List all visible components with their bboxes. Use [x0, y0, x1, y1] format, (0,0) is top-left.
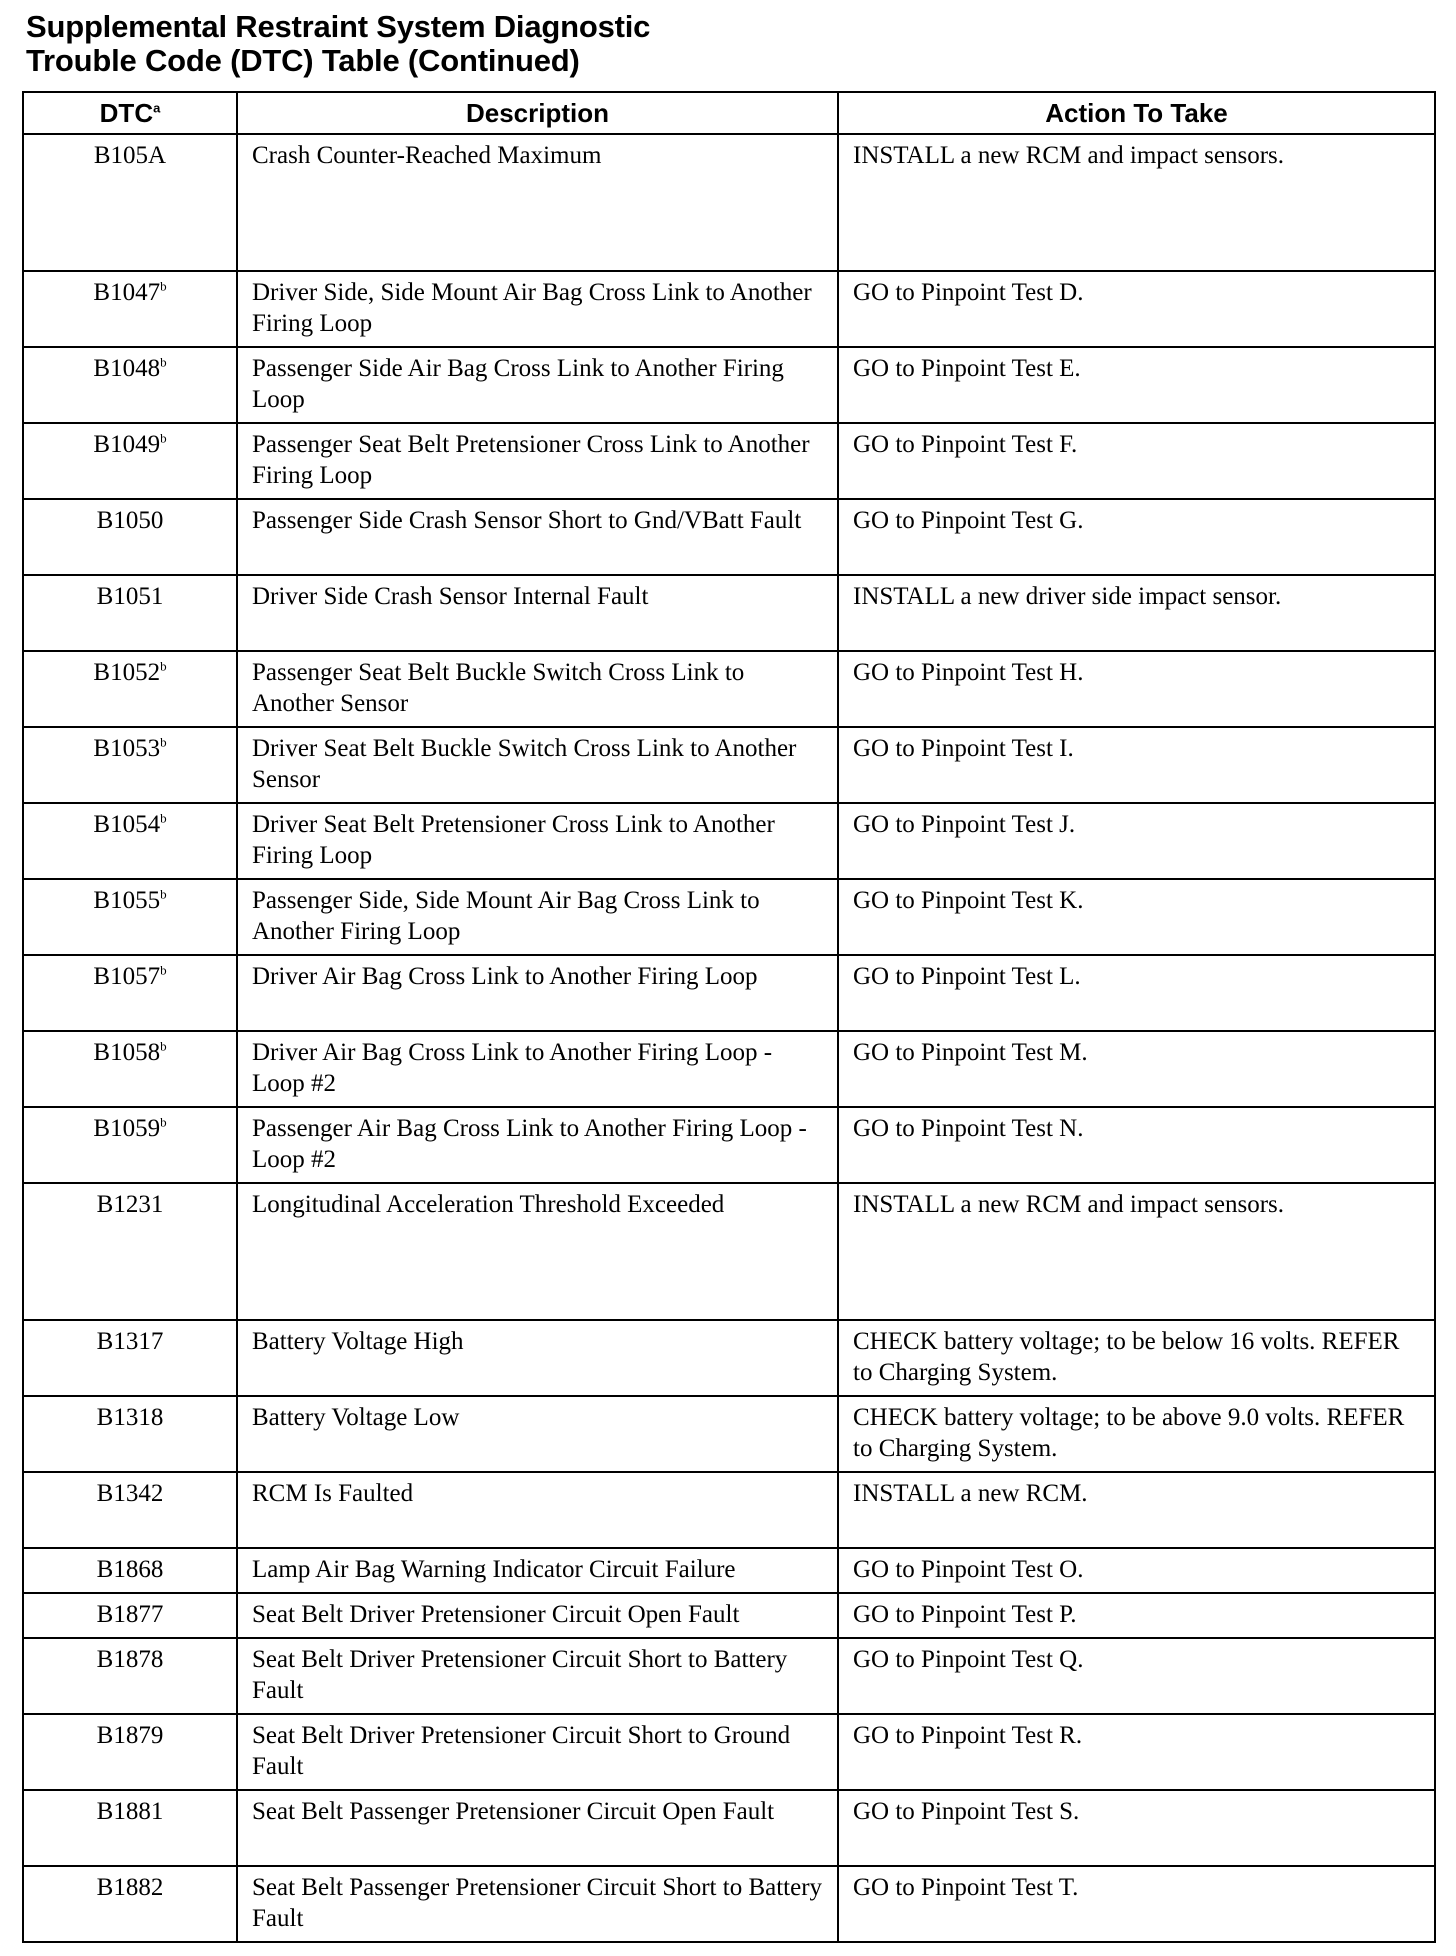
table-row — [23, 134, 1435, 271]
dtc-action: GO to Pinpoint Test T. — [838, 1866, 1435, 1942]
dtc-action: GO to Pinpoint Test H. — [838, 651, 1435, 727]
table-row — [23, 1548, 1435, 1593]
page-title-line-1: Supplemental Restraint System Diagnostic — [26, 9, 651, 44]
dtc-code-cell — [23, 423, 237, 499]
dtc-code: B105A — [93, 142, 167, 169]
dtc-code: B1054 — [93, 811, 161, 838]
dtc-description: RCM Is Faulted — [237, 1472, 838, 1548]
page-title-line-2: Trouble Code (DTC) Table (Continued) — [26, 43, 580, 78]
dtc-action: GO to Pinpoint Test L. — [838, 955, 1435, 1031]
dtc-code-cell — [23, 1714, 237, 1790]
dtc-code: B1049 — [93, 431, 161, 458]
dtc-code-cell — [23, 1790, 237, 1866]
dtc-description: Longitudinal Acceleration Threshold Exceeded — [237, 1183, 838, 1320]
dtc-code-cell — [23, 1396, 237, 1472]
dtc-code-cell — [23, 1638, 237, 1714]
dtc-action: GO to Pinpoint Test F. — [838, 423, 1435, 499]
dtc-action: GO to Pinpoint Test S. — [838, 1790, 1435, 1866]
dtc-table-header — [23, 92, 1435, 134]
dtc-code: B1318 — [96, 1404, 164, 1431]
dtc-description: Driver Seat Belt Pretensioner Cross Link to Another Firing Loop — [237, 803, 838, 879]
dtc-code-cell — [23, 651, 237, 727]
dtc-footnote: b — [160, 734, 167, 750]
table-row — [23, 575, 1435, 651]
dtc-action: GO to Pinpoint Test O. — [838, 1548, 1435, 1593]
dtc-action: INSTALL a new RCM and impact sensors. — [838, 1183, 1435, 1320]
table-row — [23, 1183, 1435, 1320]
dtc-footnote: b — [160, 430, 167, 446]
dtc-action: GO to Pinpoint Test I. — [838, 727, 1435, 803]
dtc-description: Seat Belt Driver Pretensioner Circuit Open Fault — [237, 1593, 838, 1638]
dtc-description: Lamp Air Bag Warning Indicator Circuit Failure — [237, 1548, 838, 1593]
dtc-code: B1868 — [96, 1556, 164, 1583]
dtc-description: Driver Side, Side Mount Air Bag Cross Link to Another Firing Loop — [237, 271, 838, 347]
dtc-description: Battery Voltage Low — [237, 1396, 838, 1472]
dtc-code: B1048 — [93, 355, 161, 382]
table-row — [23, 423, 1435, 499]
dtc-action: GO to Pinpoint Test G. — [838, 499, 1435, 575]
dtc-code: B1057 — [93, 963, 161, 990]
dtc-table — [22, 91, 1436, 1943]
dtc-description: Battery Voltage High — [237, 1320, 838, 1396]
table-row — [23, 1107, 1435, 1183]
dtc-description: Passenger Side Crash Sensor Short to Gnd/VBatt Fault — [237, 499, 838, 575]
table-row — [23, 803, 1435, 879]
page-title — [26, 10, 650, 78]
header-row — [23, 92, 1435, 134]
dtc-footnote: b — [160, 1038, 167, 1054]
dtc-description: Crash Counter-Reached Maximum — [237, 134, 838, 271]
dtc-code: B1059 — [93, 1115, 161, 1142]
table-row — [23, 1396, 1435, 1472]
table-row — [23, 1638, 1435, 1714]
dtc-description: Passenger Side Air Bag Cross Link to Another Firing Loop — [237, 347, 838, 423]
dtc-action: CHECK battery voltage; to be below 16 volts. REFER to Charging System. — [838, 1320, 1435, 1396]
dtc-description: Passenger Side, Side Mount Air Bag Cross Link to Another Firing Loop — [237, 879, 838, 955]
dtc-code: B1053 — [93, 735, 161, 762]
header-description: Description — [237, 92, 838, 134]
header-dtc-footnote: a — [153, 99, 161, 115]
dtc-footnote: b — [160, 962, 167, 978]
table-row — [23, 1593, 1435, 1638]
dtc-code: B1878 — [96, 1646, 164, 1673]
table-row — [23, 879, 1435, 955]
dtc-footnote: b — [160, 886, 167, 902]
dtc-action: GO to Pinpoint Test D. — [838, 271, 1435, 347]
dtc-action: GO to Pinpoint Test E. — [838, 347, 1435, 423]
table-row — [23, 499, 1435, 575]
dtc-action: GO to Pinpoint Test K. — [838, 879, 1435, 955]
dtc-action: INSTALL a new RCM and impact sensors. — [838, 134, 1435, 271]
dtc-description: Seat Belt Driver Pretensioner Circuit Short to Ground Fault — [237, 1714, 838, 1790]
dtc-action: GO to Pinpoint Test Q. — [838, 1638, 1435, 1714]
dtc-action: GO to Pinpoint Test J. — [838, 803, 1435, 879]
dtc-code: B1047 — [93, 279, 161, 306]
dtc-code-cell — [23, 1472, 237, 1548]
dtc-code-cell — [23, 1593, 237, 1638]
dtc-footnote: b — [160, 1114, 167, 1130]
dtc-action: GO to Pinpoint Test M. — [838, 1031, 1435, 1107]
dtc-code-cell — [23, 1107, 237, 1183]
dtc-description: Seat Belt Passenger Pretensioner Circuit Open Fault — [237, 1790, 838, 1866]
dtc-footnote: b — [160, 810, 167, 826]
dtc-code-cell — [23, 1031, 237, 1107]
dtc-code: B1050 — [96, 507, 164, 534]
dtc-action: GO to Pinpoint Test R. — [838, 1714, 1435, 1790]
dtc-code: B1881 — [96, 1798, 164, 1825]
dtc-code-cell — [23, 347, 237, 423]
table-row — [23, 271, 1435, 347]
header-dtc — [23, 92, 237, 134]
dtc-action: CHECK battery voltage; to be above 9.0 volts. REFER to Charging System. — [838, 1396, 1435, 1472]
dtc-description: Seat Belt Driver Pretensioner Circuit Short to Battery Fault — [237, 1638, 838, 1714]
table-row — [23, 955, 1435, 1031]
table-row — [23, 651, 1435, 727]
dtc-action: INSTALL a new RCM. — [838, 1472, 1435, 1548]
dtc-action: INSTALL a new driver side impact sensor. — [838, 575, 1435, 651]
table-row — [23, 727, 1435, 803]
dtc-footnote: b — [160, 658, 167, 674]
dtc-description: Passenger Seat Belt Buckle Switch Cross Link to Another Sensor — [237, 651, 838, 727]
dtc-code: B1342 — [96, 1480, 164, 1507]
dtc-code-cell — [23, 134, 237, 271]
dtc-code-cell — [23, 271, 237, 347]
dtc-action: GO to Pinpoint Test P. — [838, 1593, 1435, 1638]
dtc-code-cell — [23, 1183, 237, 1320]
dtc-code-cell — [23, 803, 237, 879]
dtc-description: Passenger Air Bag Cross Link to Another Firing Loop - Loop #2 — [237, 1107, 838, 1183]
dtc-code: B1055 — [93, 887, 161, 914]
dtc-code: B1058 — [93, 1039, 161, 1066]
dtc-footnote: b — [160, 354, 167, 370]
table-row — [23, 1320, 1435, 1396]
dtc-table-body — [23, 134, 1435, 1942]
dtc-description: Driver Side Crash Sensor Internal Fault — [237, 575, 838, 651]
table-row — [23, 1866, 1435, 1942]
dtc-code: B1882 — [96, 1874, 164, 1901]
dtc-code: B1877 — [96, 1601, 164, 1628]
dtc-code-cell — [23, 499, 237, 575]
header-action: Action To Take — [838, 92, 1435, 134]
dtc-code-cell — [23, 955, 237, 1031]
table-row — [23, 1472, 1435, 1548]
dtc-code-cell — [23, 1320, 237, 1396]
table-row — [23, 1790, 1435, 1866]
dtc-code-cell — [23, 879, 237, 955]
dtc-code: B1317 — [96, 1328, 164, 1355]
dtc-code-cell — [23, 727, 237, 803]
dtc-code: B1051 — [96, 583, 164, 610]
table-row — [23, 1714, 1435, 1790]
dtc-description: Driver Seat Belt Buckle Switch Cross Link to Another Sensor — [237, 727, 838, 803]
dtc-description: Driver Air Bag Cross Link to Another Firing Loop - Loop #2 — [237, 1031, 838, 1107]
table-row — [23, 1031, 1435, 1107]
dtc-code-cell — [23, 1866, 237, 1942]
table-row — [23, 347, 1435, 423]
dtc-code: B1052 — [93, 659, 161, 686]
dtc-code-cell — [23, 1548, 237, 1593]
dtc-description: Driver Air Bag Cross Link to Another Firing Loop — [237, 955, 838, 1031]
dtc-action: GO to Pinpoint Test N. — [838, 1107, 1435, 1183]
dtc-footnote: b — [160, 278, 167, 294]
dtc-description: Passenger Seat Belt Pretensioner Cross Link to Another Firing Loop — [237, 423, 838, 499]
dtc-code-cell — [23, 575, 237, 651]
dtc-code: B1231 — [96, 1191, 164, 1218]
dtc-code: B1879 — [96, 1722, 164, 1749]
header-dtc-label: DTC — [99, 97, 154, 128]
dtc-description: Seat Belt Passenger Pretensioner Circuit Short to Battery Fault — [237, 1866, 838, 1942]
